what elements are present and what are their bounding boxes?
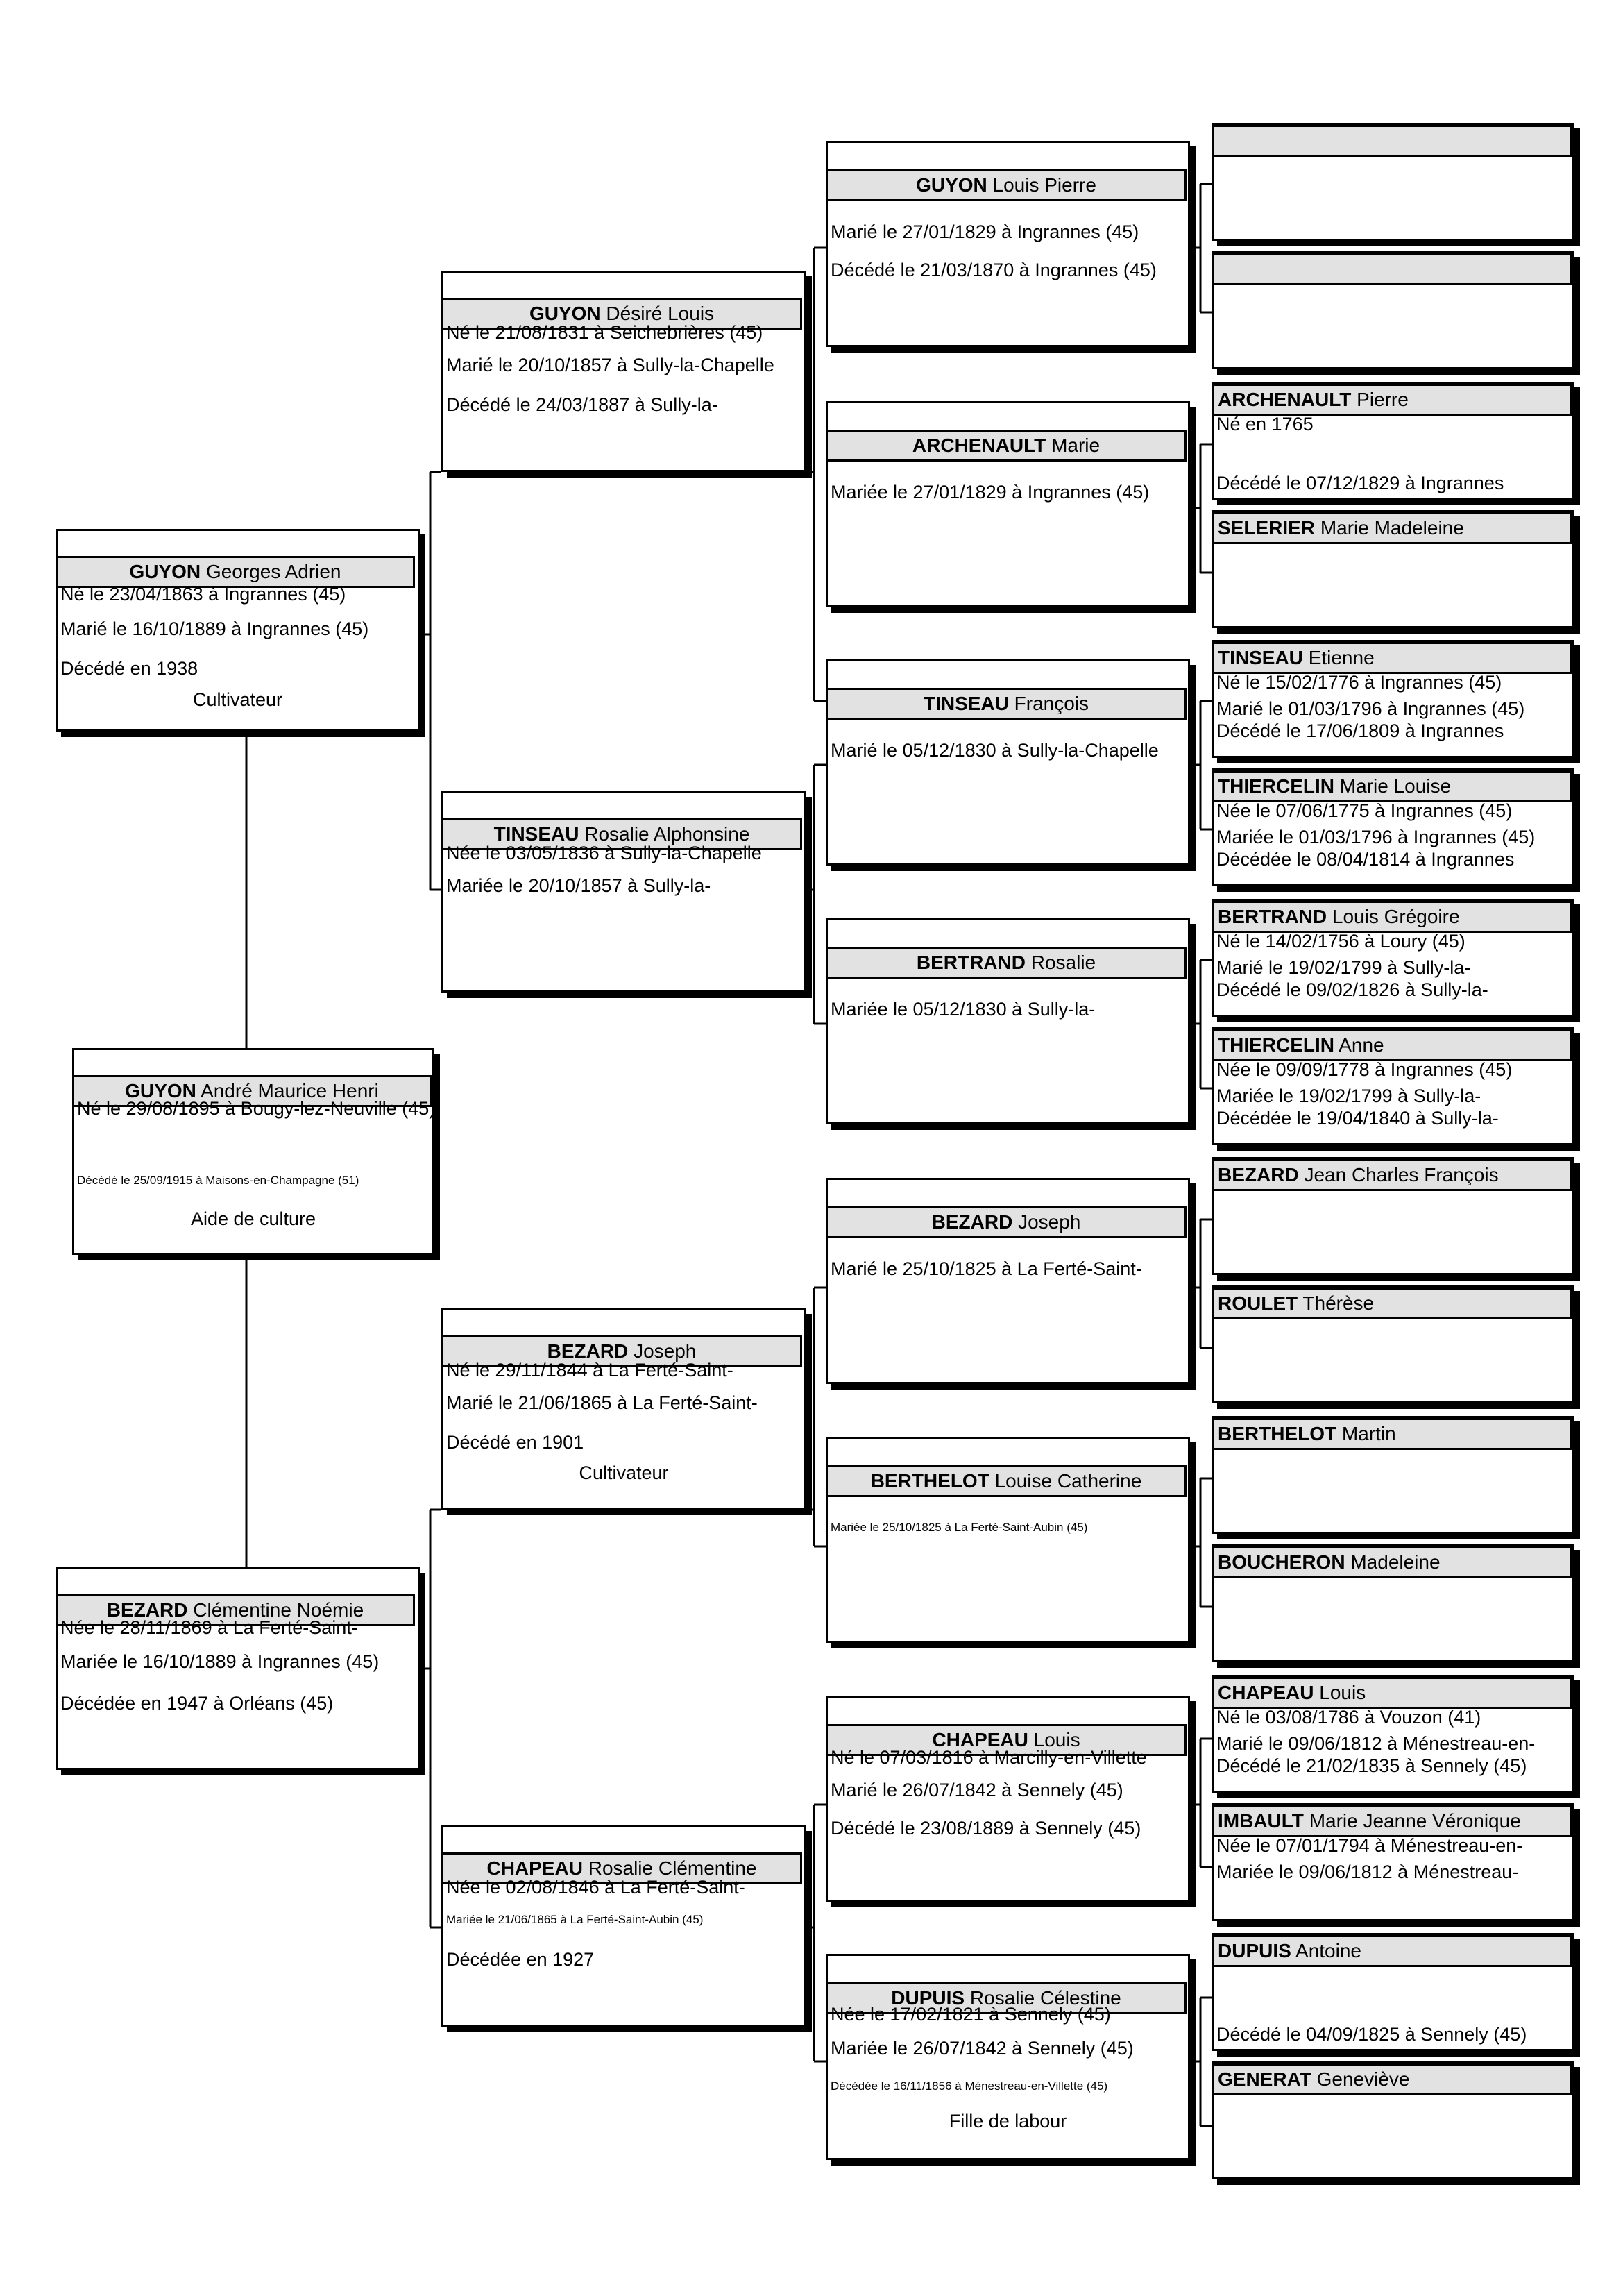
surname: BEZARD bbox=[931, 1211, 1013, 1233]
given-names: Georges Adrien bbox=[205, 561, 341, 582]
surname: ARCHENAULT bbox=[912, 434, 1046, 456]
surname: ROULET bbox=[1218, 1292, 1298, 1314]
surname: BERTRAND bbox=[1218, 906, 1327, 927]
person-name bbox=[1212, 1546, 1572, 1578]
person-name bbox=[826, 947, 1187, 979]
event-text: Né le 29/08/1895 à Bougy-lez-Neuville (45) bbox=[77, 1098, 436, 1119]
person-box bbox=[441, 1825, 806, 2027]
person-box bbox=[56, 1567, 420, 1770]
surname: THIERCELIN bbox=[1218, 775, 1334, 797]
event-text: Mariée le 21/06/1865 à La Ferté-Saint-Aubin (45) bbox=[446, 1913, 704, 1926]
event-text: Décédé le 24/03/1887 à Sully-la- bbox=[446, 394, 718, 415]
person-name bbox=[1212, 253, 1572, 285]
surname: CHAPEAU bbox=[932, 1729, 1028, 1750]
surname: GUYON bbox=[129, 561, 201, 582]
event-text: Décédé le 17/06/1809 à Ingrannes bbox=[1216, 720, 1504, 741]
given-names: Rosalie Clémentine bbox=[588, 1857, 757, 1879]
event-text: Décédé le 23/08/1889 à Sennely (45) bbox=[831, 1818, 1141, 1839]
event-text: Née le 03/05/1836 à Sully-la-Chapelle bbox=[446, 843, 762, 863]
event-text: Décédée en 1927 bbox=[446, 1949, 595, 1970]
event-text: Mariée le 26/07/1842 à Sennely (45) bbox=[831, 2038, 1134, 2059]
event-text: Décédé le 04/09/1825 à Sennely (45) bbox=[1216, 2024, 1527, 2045]
occupation-text: Cultivateur bbox=[579, 1462, 669, 1483]
person-name bbox=[1212, 125, 1572, 157]
surname: GUYON bbox=[916, 174, 987, 196]
person-name bbox=[1212, 1159, 1572, 1191]
surname: TINSEAU bbox=[1218, 647, 1303, 668]
person-name bbox=[1212, 770, 1572, 802]
person-box bbox=[1212, 1157, 1574, 1275]
person-name bbox=[1212, 1677, 1572, 1709]
event-text: Marié le 25/10/1825 à La Ferté-Saint- bbox=[831, 1258, 1142, 1279]
given-names: Louise Catherine bbox=[994, 1470, 1142, 1492]
event-text: Marié le 09/06/1812 à Ménestreau-en- bbox=[1216, 1733, 1536, 1754]
person-box bbox=[72, 1048, 434, 1255]
event-text: Né le 23/04/1863 à Ingrannes (45) bbox=[60, 584, 346, 605]
person-box bbox=[1212, 1285, 1574, 1403]
given-names: Anne bbox=[1339, 1034, 1384, 1056]
occupation-text: Aide de culture bbox=[190, 1208, 316, 1229]
given-names: Louis Pierre bbox=[992, 174, 1096, 196]
surname: THIERCELIN bbox=[1218, 1034, 1334, 1056]
event-text: Marié le 19/02/1799 à Sully-la- bbox=[1216, 957, 1471, 978]
person-box bbox=[826, 918, 1190, 1124]
given-names: Désiré Louis bbox=[606, 303, 715, 324]
person-box bbox=[826, 401, 1190, 607]
event-text: Marié le 21/06/1865 à La Ferté-Saint- bbox=[446, 1392, 758, 1413]
person-box bbox=[1212, 1416, 1574, 1534]
event-text: Décédé le 21/03/1870 à Ingrannes (45) bbox=[831, 260, 1157, 280]
person-box bbox=[1212, 1544, 1574, 1662]
event-text: Décédé en 1938 bbox=[60, 658, 198, 679]
surname: ARCHENAULT bbox=[1218, 389, 1352, 410]
given-names: Pierre bbox=[1357, 389, 1409, 410]
person-box bbox=[441, 1308, 806, 1510]
person-name bbox=[826, 430, 1187, 462]
surname: BERTHELOT bbox=[870, 1470, 989, 1492]
event-text: Née le 28/11/1869 à La Ferté-Saint- bbox=[60, 1617, 358, 1638]
event-text: Marié le 16/10/1889 à Ingrannes (45) bbox=[60, 618, 369, 639]
occupation-text: Fille de labour bbox=[949, 2111, 1067, 2132]
event-text: Né le 15/02/1776 à Ingrannes (45) bbox=[1216, 672, 1502, 693]
given-names: Rosalie Alphonsine bbox=[584, 823, 750, 845]
person-name bbox=[1212, 384, 1572, 416]
surname: BERTHELOT bbox=[1218, 1423, 1337, 1444]
given-names: Antoine bbox=[1295, 1940, 1361, 1961]
person-name bbox=[1212, 1805, 1572, 1837]
person-box bbox=[1212, 899, 1574, 1017]
given-names: Joseph bbox=[634, 1340, 697, 1362]
surname: TINSEAU bbox=[923, 693, 1009, 714]
event-text: Marié le 27/01/1829 à Ingrannes (45) bbox=[831, 221, 1139, 242]
person-name bbox=[1212, 1935, 1572, 1967]
person-box bbox=[1212, 510, 1574, 628]
event-text: Née le 09/09/1778 à Ingrannes (45) bbox=[1216, 1059, 1513, 1080]
person-box bbox=[1212, 1675, 1574, 1793]
surname: BOUCHERON bbox=[1218, 1551, 1345, 1573]
event-text: Mariée le 16/10/1889 à Ingrannes (45) bbox=[60, 1651, 380, 1672]
person-box bbox=[826, 1954, 1190, 2160]
surname: BERTRAND bbox=[916, 952, 1026, 973]
event-text: Décédé en 1901 bbox=[446, 1432, 584, 1453]
event-text: Né en 1765 bbox=[1216, 414, 1314, 434]
given-names: Louis bbox=[1319, 1682, 1366, 1703]
person-box bbox=[826, 1178, 1190, 1384]
person-name bbox=[826, 169, 1187, 201]
event-text: Décédé le 21/02/1835 à Sennely (45) bbox=[1216, 1755, 1527, 1776]
event-text: Décédée le 16/11/1856 à Ménestreau-en-Villette (45) bbox=[831, 2079, 1108, 2093]
event-text: Née le 07/06/1775 à Ingrannes (45) bbox=[1216, 800, 1513, 821]
person-box bbox=[826, 1696, 1190, 1902]
person-name bbox=[1212, 642, 1572, 674]
event-text: Mariée le 05/12/1830 à Sully-la- bbox=[831, 999, 1096, 1020]
given-names: Louis bbox=[1033, 1729, 1080, 1750]
person-name bbox=[1212, 1418, 1572, 1450]
event-text: Né le 21/08/1831 à Seichebrières (45) bbox=[446, 322, 763, 343]
surname: CHAPEAU bbox=[486, 1857, 583, 1879]
event-text: Marié le 01/03/1796 à Ingrannes (45) bbox=[1216, 698, 1525, 719]
event-text: Mariée le 25/10/1825 à La Ferté-Saint-Aubin (45) bbox=[831, 1521, 1088, 1534]
event-text: Né le 07/03/1816 à Marcilly-en-Villette bbox=[831, 1747, 1147, 1768]
event-text: Mariée le 01/03/1796 à Ingrannes (45) bbox=[1216, 827, 1536, 847]
given-names: Rosalie Célestine bbox=[969, 1987, 1121, 2009]
event-text: Marié le 05/12/1830 à Sully-la-Chapelle bbox=[831, 740, 1159, 761]
person-name bbox=[1212, 2063, 1572, 2095]
event-text: Marié le 26/07/1842 à Sennely (45) bbox=[831, 1780, 1123, 1800]
given-names: Clémentine Noémie bbox=[193, 1599, 364, 1621]
person-box bbox=[826, 1437, 1190, 1643]
event-text: Née le 17/02/1821 à Sennely (45) bbox=[831, 2004, 1111, 2025]
person-box bbox=[1212, 1803, 1574, 1921]
given-names: Marie bbox=[1051, 434, 1101, 456]
event-text: Mariée le 09/06/1812 à Ménestreau- bbox=[1216, 1862, 1519, 1882]
person-box bbox=[441, 791, 806, 993]
surname: IMBAULT bbox=[1218, 1810, 1304, 1832]
event-text: Décédé le 09/02/1826 à Sully-la- bbox=[1216, 979, 1488, 1000]
given-names: Marie Madeleine bbox=[1320, 517, 1464, 539]
person-name bbox=[1212, 1029, 1572, 1061]
person-name bbox=[1212, 512, 1572, 544]
person-box bbox=[826, 141, 1190, 347]
surname: DUPUIS bbox=[891, 1987, 965, 2009]
event-text: Né le 14/02/1756 à Loury (45) bbox=[1216, 931, 1465, 952]
person-box bbox=[1212, 123, 1574, 241]
person-box bbox=[1212, 1027, 1574, 1145]
surname: GUYON bbox=[529, 303, 601, 324]
person-box bbox=[1212, 382, 1574, 500]
surname: GUYON bbox=[125, 1080, 196, 1101]
event-text: Né le 29/11/1844 à La Ferté-Saint- bbox=[446, 1360, 733, 1381]
event-text: Mariée le 27/01/1829 à Ingrannes (45) bbox=[831, 482, 1150, 503]
person-name bbox=[1212, 1288, 1572, 1319]
person-name bbox=[826, 688, 1187, 720]
given-names: Jean Charles François bbox=[1304, 1164, 1499, 1185]
surname: BEZARD bbox=[547, 1340, 629, 1362]
person-box bbox=[1212, 251, 1574, 369]
person-box bbox=[826, 659, 1190, 866]
event-text: Décédé le 25/09/1915 à Maisons-en-Champagne (51) bbox=[77, 1174, 359, 1187]
given-names: Marie Louise bbox=[1339, 775, 1452, 797]
person-name bbox=[826, 1465, 1187, 1497]
given-names: Rosalie bbox=[1030, 952, 1096, 973]
person-box bbox=[56, 529, 420, 732]
given-names: Geneviève bbox=[1316, 2068, 1410, 2090]
person-box bbox=[1212, 768, 1574, 886]
person-name bbox=[826, 1206, 1187, 1238]
given-names: Etienne bbox=[1308, 647, 1375, 668]
given-names: Martin bbox=[1341, 1423, 1396, 1444]
event-text: Décédée le 08/04/1814 à Ingrannes bbox=[1216, 849, 1515, 870]
event-text: Née le 02/08/1846 à La Ferté-Saint- bbox=[446, 1877, 745, 1898]
surname: TINSEAU bbox=[493, 823, 579, 845]
event-text: Décédée le 19/04/1840 à Sully-la- bbox=[1216, 1108, 1499, 1129]
person-name bbox=[1212, 901, 1572, 933]
event-text: Né le 03/08/1786 à Vouzon (41) bbox=[1216, 1707, 1481, 1728]
given-names: Madeleine bbox=[1350, 1551, 1441, 1573]
surname: GENERAT bbox=[1218, 2068, 1311, 2090]
given-names: François bbox=[1014, 693, 1089, 714]
event-text: Mariée le 19/02/1799 à Sully-la- bbox=[1216, 1086, 1481, 1106]
event-text: Mariée le 20/10/1857 à Sully-la- bbox=[446, 875, 711, 896]
person-box bbox=[1212, 640, 1574, 758]
event-text: Née le 07/01/1794 à Ménestreau-en- bbox=[1216, 1835, 1523, 1856]
given-names: Thérèse bbox=[1302, 1292, 1375, 1314]
surname: CHAPEAU bbox=[1218, 1682, 1314, 1703]
given-names: Louis Grégoire bbox=[1332, 906, 1460, 927]
person-box bbox=[1212, 1933, 1574, 2051]
given-names: Joseph bbox=[1018, 1211, 1081, 1233]
given-names: Marie Jeanne Véronique bbox=[1309, 1810, 1521, 1832]
person-box bbox=[1212, 2061, 1574, 2179]
event-text: Marié le 20/10/1857 à Sully-la-Chapelle bbox=[446, 355, 774, 375]
surname: BEZARD bbox=[106, 1599, 188, 1621]
surname: DUPUIS bbox=[1218, 1940, 1291, 1961]
occupation-text: Cultivateur bbox=[192, 689, 283, 710]
surname: BEZARD bbox=[1218, 1164, 1299, 1185]
event-text: Décédé le 07/12/1829 à Ingrannes bbox=[1216, 473, 1504, 493]
given-names: André Maurice Henri bbox=[201, 1080, 379, 1101]
surname: SELERIER bbox=[1218, 517, 1316, 539]
person-box bbox=[441, 271, 806, 472]
event-text: Décédée en 1947 à Orléans (45) bbox=[60, 1693, 334, 1714]
